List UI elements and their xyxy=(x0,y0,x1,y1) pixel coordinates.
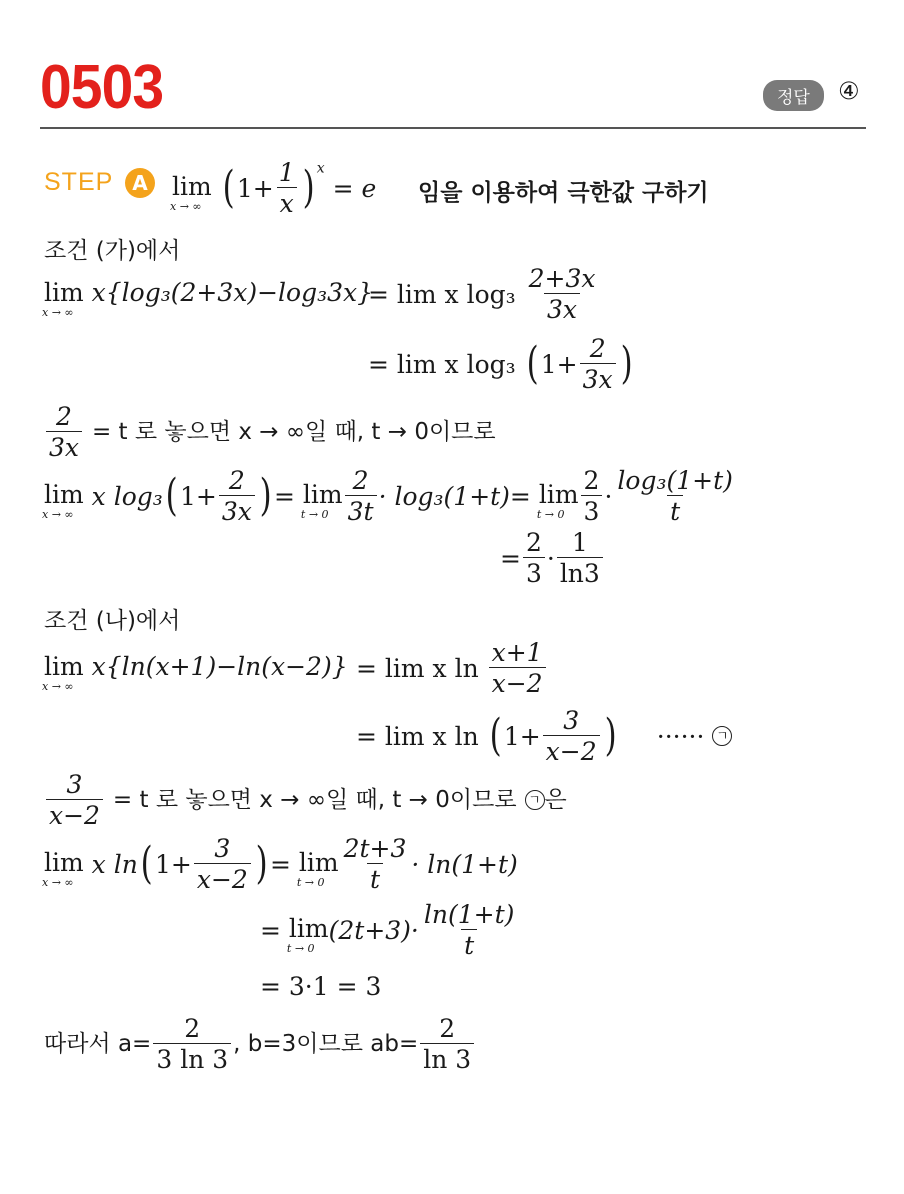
condition-na-line4: = lim t → 0 (2t+3)· $\frac{\ln(1+t)}{t}$ xyxy=(260,900,515,960)
condition-na-line1-right: = lim x ln $\frac{x+1}{x-2}$ xyxy=(356,640,548,696)
circled-marker-icon: ㄱ xyxy=(525,790,545,810)
header-divider xyxy=(40,127,866,129)
condition-na-substitution: $\frac{3}{x-2}$ = t 로 놓으면 x → ∞일 때, t → 0이므로 ㄱ 은 xyxy=(44,772,567,828)
circled-marker-icon: ㄱ xyxy=(712,726,732,746)
condition-ga-substitution: $\frac{2}{3x}$ = t 로 놓으면 x → ∞일 때, t → 0이므로 xyxy=(44,404,496,460)
answer-label-badge: 정답 xyxy=(763,80,824,111)
condition-na-line2: = lim x ln ( 1+ $\frac{3}{x-2}$ ) ······ ㄱ xyxy=(356,708,732,764)
step-title: 임을 이용하여 극한값 구하기 xyxy=(418,180,709,206)
condition-ga-line2: = lim x log₃ ( 1+ $\frac{2}{3x}$ ) xyxy=(368,334,633,394)
condition-ga-line3: lim x → ∞ x log₃( 1+ $\frac{2}{3x}$ ) = lim t → 0 $\frac{2}{3t}$ · log₃(1+t)= lim t → 0 $\frac{2}{3}$ · $\frac{\text{log₃(1+t)}}{t}$ xyxy=(42,466,733,526)
condition-ga-line1-right: = lim x log₃ $\frac{2+3x}{3x}$ xyxy=(368,264,596,324)
condition-ga-line1: lim x → ∞ x{log₃(2+3x)−log₃3x} xyxy=(42,278,374,319)
conclusion: 따라서 a= $\frac{2}{3 \ln 3}$ , b=3이므로 ab= $\frac{2}{\ln 3}$ xyxy=(44,1016,476,1072)
step-label: STEP xyxy=(44,168,114,196)
condition-na-line5: = 3·1 = 3 xyxy=(260,972,382,1001)
condition-na-line1: lim x → ∞ x{ln(x+1)−ln(x−2)} xyxy=(42,652,348,693)
problem-number: 0503 xyxy=(40,53,164,122)
condition-na-line3: lim x → ∞ x ln( 1+ $\frac{3}{x-2}$ ) = lim t → 0 $\frac{2t+3}{t}$ · ln(1+t) xyxy=(42,834,518,894)
condition-ga-heading: 조건 (가)에서 xyxy=(44,238,181,264)
step-formula: lim x → ∞ ( 1+ $\frac{1}{x}$ ) $^x$ = e xyxy=(170,158,377,218)
condition-na-heading: 조건 (나)에서 xyxy=(44,608,181,634)
condition-ga-line4: = $\frac{2}{3}$ · $\frac{1}{\ln 3}$ xyxy=(500,530,605,586)
step-badge: A xyxy=(125,168,155,198)
answer-value: ④ xyxy=(838,77,860,105)
